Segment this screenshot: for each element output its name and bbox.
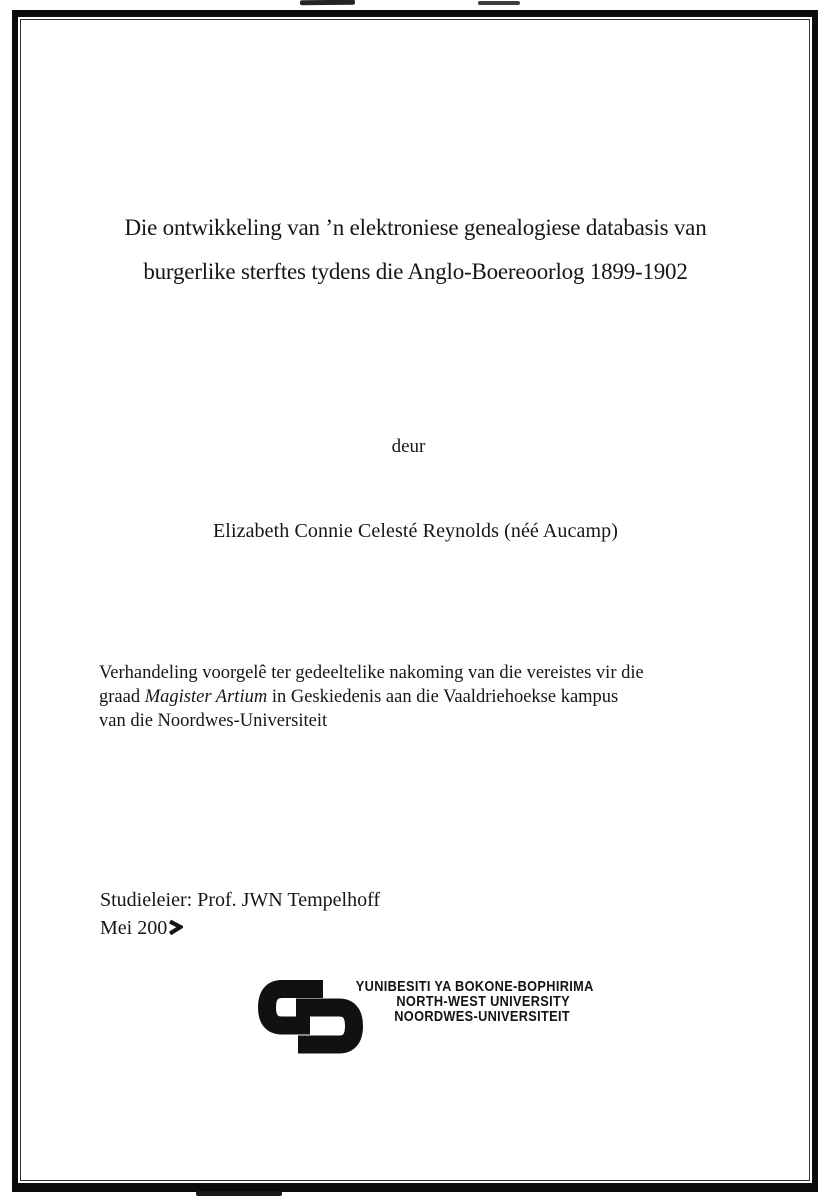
nwu-logo-text — [355, 978, 594, 1025]
title-line-2: burgerlike sterftes tydens die Anglo-Boereoorlog 1899-1902 — [143, 259, 688, 284]
date-prefix: Mei 200 — [100, 917, 168, 939]
chain-links-logo-icon — [257, 976, 364, 1058]
title-line-1: Die ontwikkeling van ’n elektroniese genealogiese databasis van — [124, 215, 707, 240]
submission-line-3: van die Noordwes-Universiteit — [99, 710, 328, 731]
logo-line-afrikaans: NOORDWES-UNIVERSITEIT — [394, 1007, 570, 1025]
supervisor-line: Studieleier: Prof. JWN Tempelhoff — [100, 889, 381, 911]
submission-line-2-suffix: in Geskiedenis aan die Vaaldriehoekse kampus — [267, 686, 619, 707]
thesis-title — [30, 206, 801, 294]
supervisor-block — [100, 886, 380, 942]
author-name: Elizabeth Connie Celesté Reynolds (néé Aucamp) — [212, 520, 619, 542]
degree-name: Magister Artium — [144, 686, 268, 707]
logo-line-setswana: YUNIBESITI YA BOKONE-BOPHIRIMA — [355, 978, 594, 995]
submission-line-2-prefix: graad — [99, 686, 145, 707]
degraded-seven-glyph-icon — [168, 919, 183, 935]
scan-artifact — [300, 0, 355, 5]
submission-line-2 — [99, 686, 733, 710]
logo-line-english: NORTH-WEST UNIVERSITY — [396, 992, 570, 1010]
submission-statement — [99, 662, 733, 733]
scan-artifact — [478, 1, 520, 5]
scan-artifact — [196, 1191, 282, 1196]
byline-label: deur — [391, 436, 426, 457]
nwu-logo — [257, 976, 594, 1058]
submission-line-1: Verhandeling voorgelê ter gedeeltelike nakoming van die vereistes vir die — [99, 663, 644, 683]
date-line — [100, 914, 380, 942]
